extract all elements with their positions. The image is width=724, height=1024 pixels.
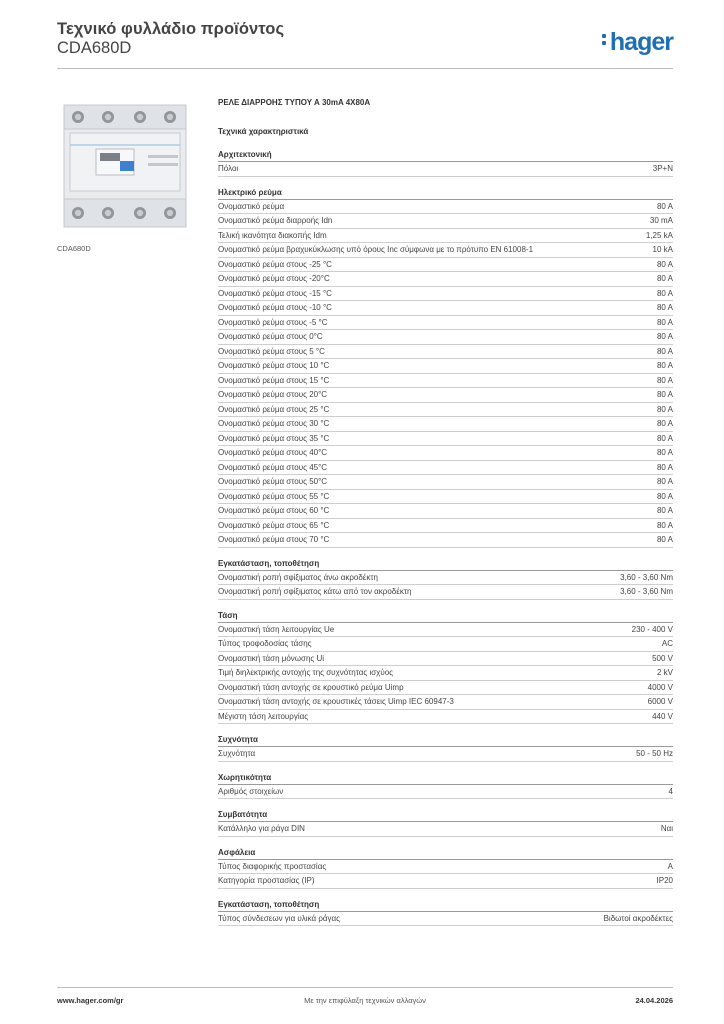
- spec-label: Ονομαστικό ρεύμα στους 40°C: [218, 448, 328, 457]
- spec-label: Ονομαστικό ρεύμα στους 30 °C: [218, 419, 330, 428]
- spec-label: Ονομαστικό ρεύμα στους 15 °C: [218, 375, 330, 385]
- spec-label: Κατηγορία προστασίας (IP): [218, 876, 315, 885]
- spec-row: [218, 359, 673, 374]
- spec-section: [218, 837, 673, 889]
- hager-logo: [602, 28, 673, 57]
- spec-value: 80 A: [656, 462, 673, 472]
- document-footer: [57, 996, 673, 1008]
- document-title: Τεχνικό φυλλάδιο προϊόντος: [57, 20, 285, 38]
- spec-content: [218, 96, 673, 926]
- section-title: Ασφάλεια: [218, 837, 673, 860]
- spec-label: Συχνότητα: [218, 749, 256, 758]
- spec-section: [218, 762, 673, 800]
- spec-row: [218, 533, 673, 548]
- spec-section: [218, 889, 673, 927]
- spec-value: 30 mA: [649, 216, 673, 225]
- spec-value: 3P+N: [652, 164, 673, 173]
- spec-row: [218, 417, 673, 432]
- spec-row: [218, 162, 673, 177]
- spec-row: [218, 874, 673, 889]
- product-image: [60, 97, 190, 233]
- spec-row: [218, 652, 673, 667]
- spec-value: 80 A: [656, 491, 673, 501]
- spec-value: 500 V: [652, 653, 673, 663]
- spec-value: 80 A: [656, 317, 673, 327]
- section-title: Συχνότητα: [218, 724, 673, 747]
- section-title: Εγκατάσταση, τοποθέτηση: [218, 548, 673, 571]
- spec-row: [218, 504, 673, 519]
- spec-row: [218, 214, 673, 229]
- spec-row: [218, 345, 673, 360]
- spec-value: 80 A: [656, 303, 673, 312]
- spec-label: Ονομαστικό ρεύμα στους 35 °C: [218, 433, 330, 443]
- spec-value: 80 A: [656, 201, 673, 211]
- spec-label: Ονομαστική ροπή σφίξιματος κάτω από τον ακροδέκτη: [218, 587, 412, 596]
- spec-value: 1,25 kA: [645, 230, 673, 240]
- spec-value: 2 kV: [656, 668, 673, 677]
- document-header: [57, 18, 673, 68]
- spec-row: [218, 681, 673, 696]
- product-title: ΡΕΛΕ ΔΙΑΡΡΟΗΣ ΤΥΠΟΥ Α 30mA 4X80A: [218, 98, 371, 107]
- spec-value: 80 A: [656, 361, 673, 370]
- spec-row: [218, 490, 673, 505]
- product-code: CDA680D: [57, 39, 132, 57]
- spec-label: Πόλοι: [218, 164, 239, 173]
- section-title: Τάση: [218, 600, 673, 623]
- spec-label: Ονομαστικό ρεύμα διαρροής Idn: [218, 216, 333, 225]
- spec-label: Ονομαστικό ρεύμα στους 60 °C: [218, 506, 330, 515]
- spec-label: Ονομαστικό ρεύμα στους 45°C: [218, 462, 328, 472]
- spec-row: [218, 374, 673, 389]
- spec-value: AC: [661, 639, 673, 648]
- spec-label: Ονομαστικό ρεύμα στους -5 °C: [218, 317, 328, 327]
- spec-value: 80 A: [656, 375, 673, 385]
- spec-label: Μέγιστη τάση λειτουργίας: [218, 711, 309, 721]
- spec-value: 4: [668, 786, 673, 796]
- spec-value: 4000 V: [647, 682, 673, 692]
- spec-row: [218, 785, 673, 800]
- section-title: Εγκατάσταση, τοποθέτηση: [218, 889, 673, 912]
- spec-row: [218, 243, 673, 258]
- spec-label: Τύπος σύνδεσεων για υλικά ράγας: [218, 913, 340, 923]
- spec-row: [218, 200, 673, 215]
- spec-value: 230 - 400 V: [631, 624, 673, 634]
- spec-row: [218, 637, 673, 652]
- spec-value: 80 A: [656, 390, 673, 399]
- spec-value: 80 A: [656, 520, 673, 530]
- footer-divider: [57, 987, 673, 988]
- spec-row: [218, 461, 673, 476]
- section-title: Αρχιτεκτονική: [218, 139, 673, 162]
- spec-row: [218, 860, 673, 875]
- spec-label: Ονομαστικό ρεύμα στους 70 °C: [218, 535, 330, 544]
- spec-value: 80 A: [656, 259, 673, 269]
- spec-row: [218, 229, 673, 244]
- section-title: Χωρητικότητα: [218, 762, 673, 785]
- logo-colon-icon: [602, 31, 607, 48]
- spec-label: Ονομαστικό ρεύμα στους 20°C: [218, 390, 328, 399]
- spec-value: A: [667, 861, 673, 871]
- footer-website: www.hager.com/gr: [57, 996, 124, 1005]
- spec-value: 80 A: [656, 274, 673, 283]
- image-caption: CDA680D: [57, 244, 91, 253]
- spec-value: 50 - 50 Hz: [636, 749, 673, 758]
- spec-label: Ονομαστικό ρεύμα στους 50°C: [218, 477, 328, 486]
- footer-date: 24.04.2026: [635, 996, 673, 1005]
- spec-row: [218, 475, 673, 490]
- spec-row: [218, 666, 673, 681]
- spec-label: Ονομαστικό ρεύμα στους 55 °C: [218, 491, 330, 501]
- tech-specs-heading: Τεχνικά χαρακτηριστικά: [218, 127, 309, 136]
- spec-label: Ονομαστικό ρεύμα στους 25 °C: [218, 404, 330, 414]
- spec-row: [218, 623, 673, 638]
- spec-row: [218, 272, 673, 287]
- spec-label: Τιμή διηλεκτρικής αντοχής της συχνότητας ισχύος: [218, 668, 394, 677]
- spec-row: [218, 287, 673, 302]
- spec-value: 6000 V: [647, 697, 673, 706]
- spec-label: Ονομαστική τάση αντοχής σε κρουστικό ρεύμα Uimp: [218, 682, 404, 692]
- spec-row: [218, 432, 673, 447]
- spec-label: Ονομαστικό ρεύμα στους -10 °C: [218, 303, 332, 312]
- spec-row: [218, 912, 673, 927]
- spec-label: Αριθμός στοιχείων: [218, 786, 284, 796]
- spec-value: 80 A: [656, 419, 673, 428]
- spec-section: [218, 600, 673, 725]
- spec-label: Κατάλληλο για ράγα DIN: [218, 824, 305, 833]
- footer-note: Με την επιφύλαξη τεχνικών αλλαγών: [304, 996, 426, 1005]
- spec-value: 80 A: [656, 332, 673, 341]
- spec-value: Βιδωτοί ακροδέκτες: [603, 913, 673, 923]
- spec-value: 3,60 - 3,60 Nm: [620, 587, 673, 596]
- spec-row: [218, 571, 673, 586]
- spec-label: Ονομαστικό ρεύμα στους -20°C: [218, 274, 330, 283]
- spec-value: 80 A: [656, 433, 673, 443]
- spec-row: [218, 403, 673, 418]
- logo-text: hager: [609, 28, 673, 56]
- spec-section: [218, 139, 673, 177]
- spec-label: Ονομαστικό ρεύμα στους -15 °C: [218, 288, 332, 298]
- spec-row: [218, 695, 673, 710]
- spec-label: Ονομαστικό ρεύμα: [218, 201, 285, 211]
- spec-value: 80 A: [656, 404, 673, 414]
- header-divider: [57, 68, 673, 69]
- spec-value: 80 A: [656, 448, 673, 457]
- spec-label: Τύπος τροφοδοσίας τάσης: [218, 639, 312, 648]
- spec-row: [218, 330, 673, 345]
- spec-section: [218, 799, 673, 837]
- spec-value: 440 V: [652, 711, 673, 721]
- spec-label: Ονομαστικό ρεύμα στους 65 °C: [218, 520, 330, 530]
- spec-label: Ονομαστικό ρεύμα στους 5 °C: [218, 346, 325, 356]
- spec-label: Ονομαστικό ρεύμα στους 0°C: [218, 332, 323, 341]
- spec-row: [218, 388, 673, 403]
- spec-value: Ναι: [660, 824, 673, 833]
- spec-row: [218, 301, 673, 316]
- spec-row: [218, 585, 673, 600]
- spec-row: [218, 258, 673, 273]
- spec-label: Ονομαστικό ρεύμα στους 10 °C: [218, 361, 330, 370]
- spec-row: [218, 710, 673, 725]
- spec-section: [218, 177, 673, 548]
- spec-label: Τύπος διαφορικής προστασίας: [218, 861, 327, 871]
- spec-label: Ονομαστικό ρεύμα στους -25 °C: [218, 259, 332, 269]
- spec-value: 80 A: [656, 506, 673, 515]
- spec-label: Ονομαστική τάση αντοχής σε κρουστικές τάσεις Uimp IEC 60947-3: [218, 697, 454, 706]
- spec-section: [218, 548, 673, 600]
- spec-label: Ονομαστική τάση λειτουργίας Ue: [218, 624, 335, 634]
- spec-value: 80 A: [656, 535, 673, 544]
- spec-row: [218, 519, 673, 534]
- spec-section: [218, 724, 673, 762]
- section-title: Συμβατότητα: [218, 799, 673, 822]
- section-title: Ηλεκτρικό ρεύμα: [218, 177, 673, 200]
- spec-label: Ονομαστική τάση μόνωσης Ui: [218, 653, 325, 663]
- spec-label: Ονομαστικό ρεύμα βραχυκύκλωσης υπό όρους Inc σύμφωνα με το πρότυπο EN 61008-1: [218, 245, 534, 254]
- spec-row: [218, 316, 673, 331]
- spec-value: 80 A: [656, 477, 673, 486]
- spec-label: Ονομαστική ροπή σφίξιματος άνω ακροδέκτη: [218, 572, 378, 582]
- spec-label: Τελική ικανότητα διακοπής Idm: [218, 230, 327, 240]
- spec-sections: [218, 139, 673, 926]
- spec-row: [218, 747, 673, 762]
- spec-value: 10 kA: [652, 245, 673, 254]
- spec-value: 3,60 - 3,60 Nm: [620, 572, 673, 582]
- spec-value: 80 A: [656, 346, 673, 356]
- spec-row: [218, 446, 673, 461]
- spec-row: [218, 822, 673, 837]
- spec-value: 80 A: [656, 288, 673, 298]
- spec-value: IP20: [656, 876, 673, 885]
